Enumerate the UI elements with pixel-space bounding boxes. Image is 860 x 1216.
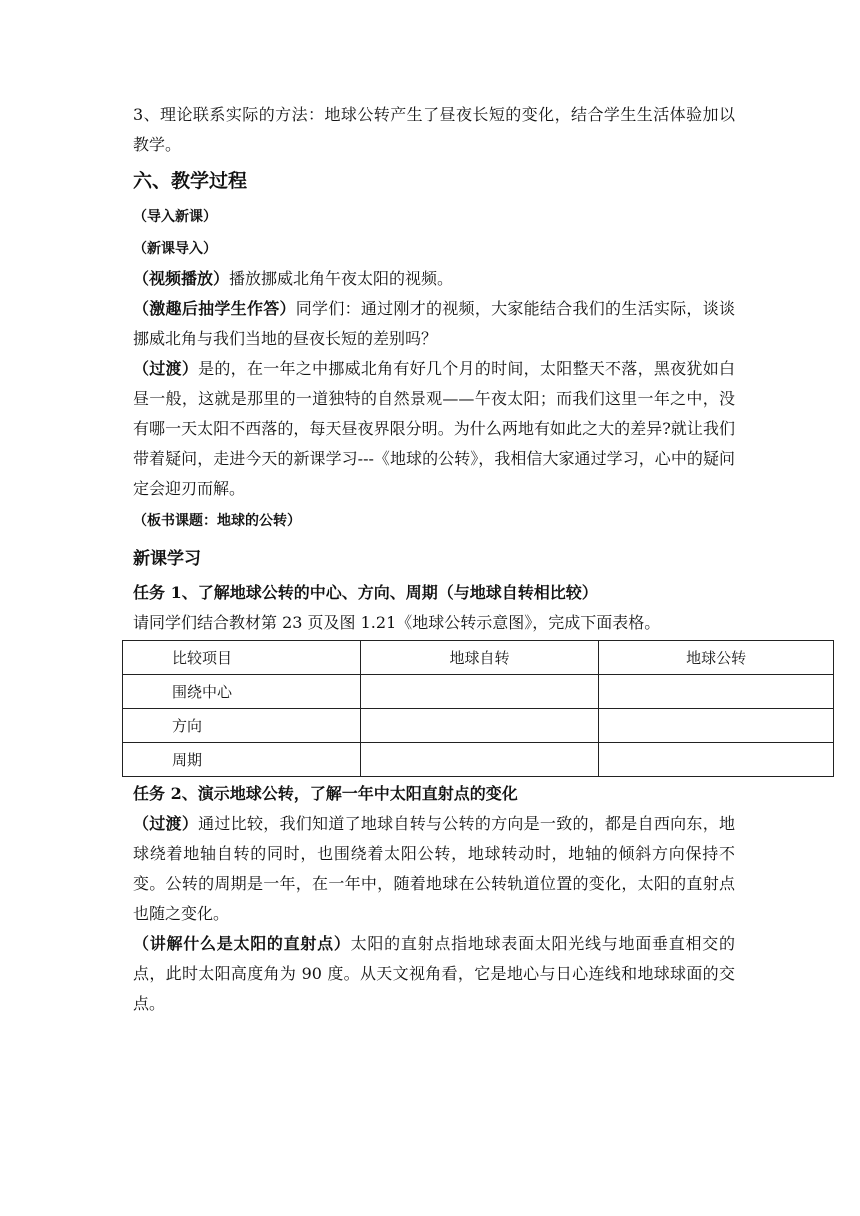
task-2-title: 任务 2、演示地球公转，了解一年中太阳直射点的变化 [133, 784, 518, 803]
comparison-table [122, 640, 834, 777]
ask-paragraph [133, 294, 735, 354]
section-6-heading: 六、教学过程 [133, 170, 248, 192]
transition-text: 是的，在一年之中挪威北角有好几个月的时间，太阳整天不落，黑夜犹如白昼一般，这就是那里的一道独特的自然景观——午夜太阳；而我们这里一年之中，没有哪一天太阳不西落的，每天昼夜界限分明。为什么两地有如此之大的差异?就让我们带着疑问，走进今天的新课学习---《地球的公转》，我相信大家通过学习，心中的疑问定会迎刃而解。 [133, 359, 735, 498]
explain-text: 太阳的直射点指地球表面太阳光线与地面垂直相交的点，此时太阳高度角为 90 度。从天文视角看，它是地心与日心连线和地球球面的交点。 [133, 934, 735, 1013]
table-cell [360, 675, 599, 709]
new-lesson-label: （新课导入） [133, 241, 217, 257]
table-cell [360, 743, 599, 777]
video-paragraph [133, 264, 735, 294]
table-cell [599, 743, 834, 777]
task-1-title: 任务 1、了解地球公转的中心、方向、周期（与地球自转相比较） [133, 583, 598, 602]
new-study-heading: 新课学习 [133, 549, 201, 569]
transition-2-text: 通过比较，我们知道了地球自转与公转的方向是一致的，都是自西向东，地球绕着地轴自转的同时，也围绕着太阳公转，地球转动时，地轴的倾斜方向保持不变。公转的周期是一年，在一年中，随着地球在公转轨道位置的变化，太阳的直射点也随之变化。 [133, 814, 735, 923]
transition-paragraph [133, 354, 735, 504]
document-body [133, 100, 747, 1019]
table-cell [599, 709, 834, 743]
table-header-row [123, 641, 834, 675]
explain-paragraph [133, 929, 735, 1019]
task-1-instruction: 请同学们结合教材第 23 页及图 1.21《地球公转示意图》，完成下面表格。 [133, 613, 661, 632]
table-cell: 方向 [123, 709, 361, 743]
table-header-cell: 地球公转 [599, 641, 834, 675]
ask-text: 同学们：通过刚才的视频，大家能结合我们的生活实际，谈谈挪威北角与我们当地的昼夜长短的差别吗？ [133, 299, 735, 348]
board-title-label: （板书课题：地球的公转） [133, 513, 301, 529]
intro-label: （导入新课） [133, 209, 217, 225]
method-3-paragraph: 3、理论联系实际的方法：地球公转产生了昼夜长短的变化，结合学生生活体验加以教学。 [133, 105, 735, 154]
table-cell: 周期 [123, 743, 361, 777]
table-header-cell: 地球自转 [360, 641, 599, 675]
table-cell: 围绕中心 [123, 675, 361, 709]
table-row [123, 675, 834, 709]
table-row [123, 743, 834, 777]
table-row [123, 709, 834, 743]
ask-tag: （激趣后抽学生作答） [133, 299, 296, 318]
explain-tag: （讲解什么是太阳的直射点） [133, 934, 351, 953]
video-text: 播放挪威北角午夜太阳的视频。 [229, 269, 454, 288]
transition-tag: （过渡） [133, 359, 199, 378]
table-header-cell: 比较项目 [123, 641, 361, 675]
transition-2-paragraph [133, 809, 735, 929]
video-tag: （视频播放） [133, 269, 230, 288]
table-cell [360, 709, 599, 743]
table-cell [599, 675, 834, 709]
transition-2-tag: （过渡） [133, 814, 199, 833]
